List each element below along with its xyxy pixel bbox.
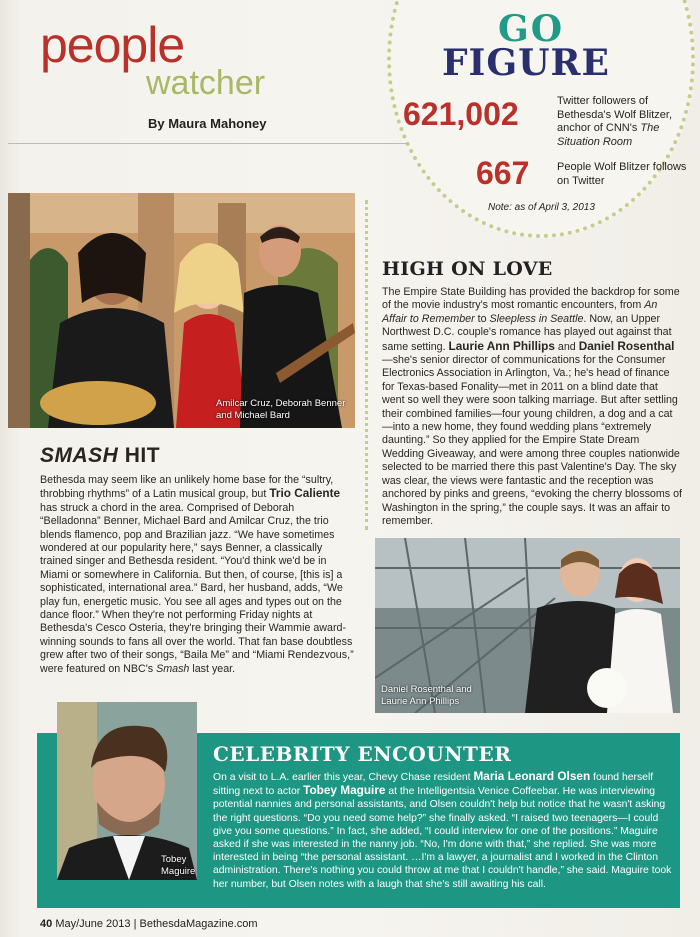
section-title-people: people [40, 17, 185, 73]
stat-number-follows: 667 [476, 155, 530, 191]
wedding-photo-caption: Daniel Rosenthal and Laurie Ann Phillips [381, 684, 472, 707]
section-title-watcher: watcher [146, 64, 266, 102]
stat-description-followers: Twitter followers of Bethesda's Wolf Blitzer, anchor of CNN's The Situation Room [557, 95, 673, 148]
magazine-site: BethesdaMagazine.com [139, 918, 258, 930]
trio-caliente-photo [8, 193, 355, 428]
stat-note: Note: as of April 3, 2013 [488, 202, 595, 213]
page-number: 40 [40, 918, 53, 930]
maguire-photo-caption: Tobey Maguire [161, 854, 196, 877]
stat-description-follows: People Wolf Blitzer follows on Twitter [557, 161, 687, 187]
celebrity-encounter-heading: CELEBRITY ENCOUNTER [213, 742, 512, 766]
page-footer: 40 May/June 2013 | BethesdaMagazine.com [40, 918, 258, 930]
go-figure-title-figure: FIGURE [442, 42, 610, 84]
byline: By Maura Mahoney [148, 116, 267, 131]
high-on-love-heading: HIGH ON LOVE [382, 258, 553, 280]
tobey-maguire-photo [57, 702, 197, 880]
smash-hit-heading: SMASH HIT [40, 444, 161, 467]
go-figure-title-go: GO [498, 8, 565, 50]
high-on-love-body: The Empire State Building has provided the backdrop for some of the movie industry's most romantic encounters, from An Affair to Remember to Sleepless in Seattle. Now, an Upper Northwest D.C. couple's romance has played out against that same setting. Laurie Ann Phillips and Daniel Rosenthal—she's senior director of communications for the Consumer Electronics Association in Arlington, Va.; he's head of finance for Texas-based Fonality—met in 2011 on a blind date that went so well they were soon talking marriage. But after settling their combined families—four young children, a dog and a cat—into a new home, they found wedding plans “extremely daunting.” So they applied for the Empire State Dream Wedding Giveaway, and were among three couples nationwide selected to be married there this past Valentine's Day. The sky was clear, the views were fantastic and the reception was anchored by pinks and greens, “evoking the cherry blossoms of Washington in the spring,” the couple says. It was an affair to remember. [382, 286, 683, 527]
stat-number-followers: 621,002 [403, 96, 519, 132]
wedding-couple-photo [375, 538, 680, 713]
column-divider [365, 200, 368, 530]
trio-photo-caption: Amilcar Cruz, Deborah Benner and Michael Bard [216, 398, 346, 421]
trio-photo-illustration [8, 193, 355, 428]
issue-date: May/June 2013 [55, 918, 131, 930]
smash-hit-body: Bethesda may seem like an unlikely home base for the “sultry, throbbing rhythms” of a Latin musical group, but Trio Caliente has struck a chord in the area. Comprised of Deborah “Belladonna” Benner, Michael Bard and Amilcar Cruz, the trio blends flamenco, pop and Brazilian jazz. “We have sometimes wondered at our popularity here,” says Benner, a classically trained singer and Bethesda resident. “You'd think we'd be in Miami or somewhere in California. But then, of course, [this is] a sophisticated, international area.” Bard, her husband, adds, “We play fun, energetic music. You see all ages and types out on the dance floor.” When they're not performing Friday nights at Bethesda's Cesco Osteria, they're bringing their Wammie award-winning sounds to fans all over the world. That fan base doubtless grew after two of their songs, “Baila Me” and “Miami Rendezvous,” were featured on NBC's Smash last year. [40, 474, 354, 675]
header-rule [8, 143, 408, 144]
celebrity-encounter-body: On a visit to L.A. earlier this year, Chevy Chase resident Maria Leonard Olsen found herself sitting next to actor Tobey Maguire at the Intelligentsia Venice Coffeebar. He was interviewing potential nannies and personal assistants, and Olsen couldn't help but notice that he wasn't asking the right questions. “Do you need some help?” she finally asked. “I raised two teenagers—I could give you some questions.” In fact, she added, “I could interview for one of the positions.” Maguire asked if she was interested in the nanny job. “No, I'm done with that,” she replied. She was more interested in being “the personal assistant. …I'm a lawyer, a journalist and I worked in the Clinton administration. There's nothing you could throw at me that I couldn't handle,” she said. Maguire took her number, but Olsen notes with a laugh that she's still awaiting his call. [213, 769, 672, 890]
